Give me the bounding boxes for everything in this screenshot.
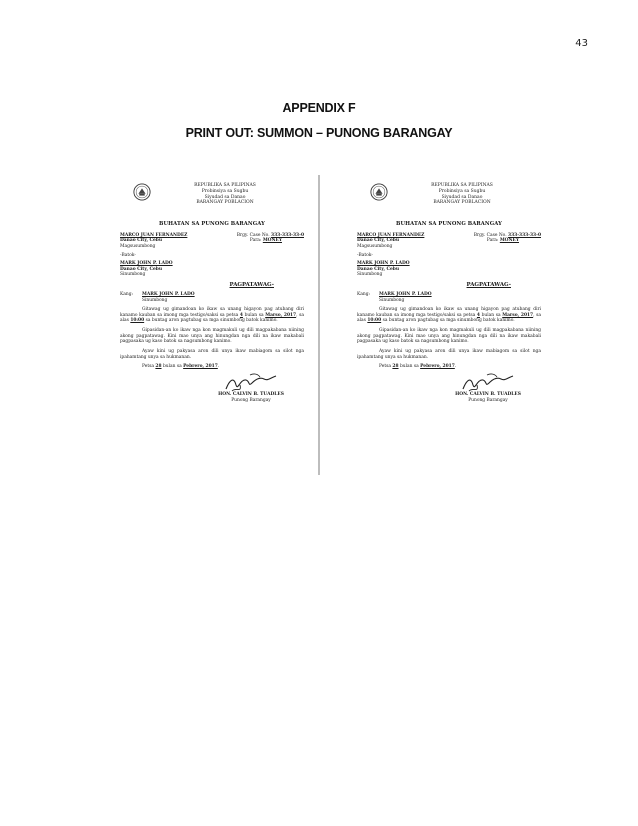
respondent-name: MARK JOHN P. LADO — [357, 261, 410, 267]
summon-document-left — [120, 183, 304, 410]
header-city: Siyudad sa Danao — [204, 194, 246, 200]
case-label: Brgy. Case No. — [236, 232, 270, 238]
complainant-role: Magsusumbong — [120, 243, 156, 249]
header-republic: REPUBLIKA SA PILIPINAS — [194, 183, 256, 188]
para-value: MONEY — [262, 238, 282, 244]
signatory-title: Punong Barangay — [231, 397, 271, 403]
para-line — [250, 238, 304, 244]
office-title: BUHATAN SA PUNONG BARANGAY — [396, 221, 502, 227]
respondent-address: Danao City, Cebu — [120, 266, 163, 272]
case-number: 333-333-33-0 — [271, 232, 304, 238]
barangay-seal-icon — [370, 183, 388, 201]
signatory-title: Punong Barangay — [468, 397, 508, 403]
paragraph-penalty: Ayaw kini ug pakyasa aron dili unya ikaw mabiagom sa silot nga ipahamtang unya sa hukmanan. — [357, 348, 541, 360]
versus-label: -Batok- — [120, 252, 136, 258]
header-province: Probinsiya sa Sugbu — [201, 188, 249, 194]
office-title: BUHATAN SA PUNONG BARANGAY — [159, 221, 265, 227]
date-line: Petsa 28 bulan sa Pebrero, 2017. — [142, 364, 220, 370]
header-province: Probinsiya sa Sugbu — [438, 188, 486, 194]
header-republic: REPUBLIKA SA PILIPINAS — [431, 183, 493, 188]
para-label: Para: — [249, 238, 262, 244]
document-header — [357, 183, 541, 219]
header-city: Siyudad sa Danao — [441, 194, 483, 200]
order-title: PAGPATAWAG- — [466, 282, 511, 289]
complainant-name: MARCO JUAN FERNANDEZ — [120, 232, 188, 238]
respondent-address: Danao City, Cebu — [357, 266, 400, 272]
paragraph-warning: Gipasidan-an ko ikaw nga kon magmakuli ug dili magpakabana niining akong pagpatawag. Kini mao unya ang hinungdan nga dili na ikaw makabali pagpasaka ug kaso batok sa nagsumbong kanimo. — [120, 328, 304, 345]
complainant-address: Danao City, Cebu — [357, 238, 400, 244]
para-label: Para: — [486, 238, 499, 244]
signature-block — [120, 374, 304, 410]
date-line: Petsa 28 bulan sa Pebrero, 2017. — [379, 364, 457, 370]
summon-document-right — [357, 183, 541, 410]
order-title: PAGPATAWAG- — [229, 282, 274, 289]
paragraph-penalty: Ayaw kini ug pakyasa aron dili unya ikaw mabiagom sa silot nga ipahamtang unya sa hukmanan. — [120, 348, 304, 360]
respondent-role: Sinumbong — [120, 272, 146, 278]
appendix-title: APPENDIX F — [282, 101, 356, 115]
document-header — [120, 183, 304, 219]
signature-block — [357, 374, 541, 410]
para-line — [487, 238, 541, 244]
complainant-role: Magsusumbong — [357, 243, 393, 249]
header-barangay: BARANGAY POBLACION — [433, 200, 491, 206]
to-name: MARK JOHN P. LADO — [379, 291, 432, 297]
case-number: 333-333-33-0 — [508, 232, 541, 238]
paragraph-summons: Gitawag ug gimandoan ko ikaw sa unang higayon pag atubang diri kanamo kauban sa imong mga testigo/saksi sa petsa 4 bulan sa Marso, 2017, sa alas 10:00 sa buntag aron pagtubag sa mga sinumbong batok kanimo. — [120, 307, 305, 324]
complainant-address: Danao City, Cebu — [120, 238, 163, 244]
to-role: Sinumbong — [379, 297, 405, 303]
column-divider — [318, 175, 320, 475]
barangay-seal-icon — [133, 183, 151, 201]
respondent-name: MARK JOHN P. LADO — [120, 261, 173, 267]
complainant-name: MARCO JUAN FERNANDEZ — [357, 232, 425, 238]
signatory-name: HON. CALVIN B. TUADLES — [455, 391, 521, 397]
respondent-role: Sinumbong — [357, 272, 383, 278]
to-role: Sinumbong — [142, 297, 168, 303]
para-value: MONEY — [499, 238, 519, 244]
header-barangay: BARANGAY POBLACION — [196, 200, 254, 206]
to-label: Kang: — [120, 291, 134, 297]
to-name: MARK JOHN P. LADO — [142, 291, 195, 297]
paragraph-summons: Gitawag ug gimandoan ko ikaw sa unang higayon pag atubang diri kanamo kauban sa imong mga testigo/saksi sa petsa 4 bulan sa Marso, 2017, sa alas 10:00 sa buntag aron pagtubag sa mga sinumbong batok kanimo. — [357, 307, 542, 324]
versus-label: -Batok- — [357, 252, 373, 258]
paragraph-warning: Gipasidan-an ko ikaw nga kon magmakuli ug dili magpakabana niining akong pagpatawag. Kini mao unya ang hinungdan nga dili na ikaw makabali pagpasaka ug kaso batok sa nagsumbong kanimo. — [357, 328, 541, 345]
to-label: Kang: — [357, 291, 371, 297]
page-number: 43 — [575, 38, 588, 49]
case-label: Brgy. Case No. — [473, 232, 507, 238]
signatory-name: HON. CALVIN B. TUADLES — [218, 391, 284, 397]
appendix-subtitle: PRINT OUT: SUMMON – PUNONG BARANGAY — [185, 126, 453, 140]
